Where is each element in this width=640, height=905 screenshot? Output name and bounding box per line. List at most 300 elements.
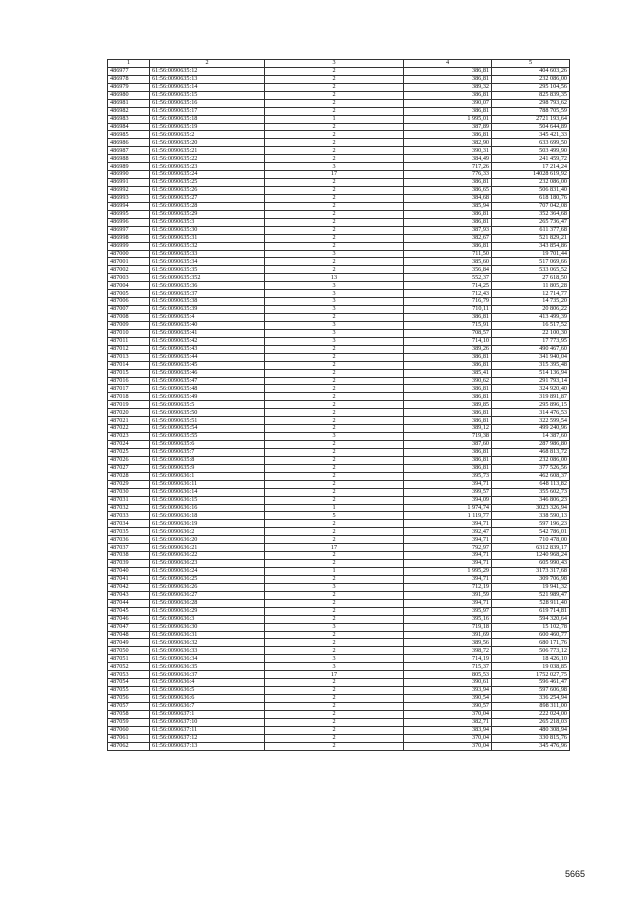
table-cell-col-2: 61:56:0090636:7 <box>150 702 265 710</box>
table-row <box>108 179 570 187</box>
table-cell-col-2: 61:56:0090635:7 <box>150 448 265 456</box>
table-cell-col-2: 61:56:0090635:24 <box>150 171 265 179</box>
table-cell-col-3: 2 <box>265 631 404 639</box>
table-cell-col-1: 487015 <box>108 369 150 377</box>
table-cell-col-2: 61:56:0090636:32 <box>150 639 265 647</box>
table-row <box>108 536 570 544</box>
table-cell-col-1: 487046 <box>108 615 150 623</box>
table-cell-col-1: 486977 <box>108 67 150 75</box>
table-cell-col-3: 3 <box>265 663 404 671</box>
table-cell-col-4: 395,97 <box>404 607 492 615</box>
table-row <box>108 250 570 258</box>
table-cell-col-3: 2 <box>265 687 404 695</box>
table-cell-col-5: 338 590,13 <box>492 512 570 520</box>
table-cell-col-4: 712,43 <box>404 290 492 298</box>
table-cell-col-4: 712,19 <box>404 583 492 591</box>
table-cell-col-1: 487007 <box>108 306 150 314</box>
table-cell-col-4: 386,81 <box>404 67 492 75</box>
table-cell-col-4: 387,89 <box>404 123 492 131</box>
table-row <box>108 377 570 385</box>
table-cell-col-3: 2 <box>265 480 404 488</box>
table-cell-col-5: 506 773,12 <box>492 647 570 655</box>
table-cell-col-4: 776,33 <box>404 171 492 179</box>
table-cell-col-5: 309 706,98 <box>492 575 570 583</box>
table-cell-col-3: 2 <box>265 91 404 99</box>
table-cell-col-1: 487032 <box>108 504 150 512</box>
table-cell-col-4: 386,81 <box>404 218 492 226</box>
table-cell-col-1: 486985 <box>108 131 150 139</box>
table-cell-col-1: 487002 <box>108 266 150 274</box>
table-cell-col-2: 61:56:0090636:1 <box>150 472 265 480</box>
table-cell-col-5: 18 426,10 <box>492 655 570 663</box>
table-cell-col-5: 324 920,40 <box>492 385 570 393</box>
table-cell-col-1: 487039 <box>108 560 150 568</box>
table-cell-col-1: 486986 <box>108 139 150 147</box>
table-cell-col-5: 19 038,85 <box>492 663 570 671</box>
table-cell-col-3: 2 <box>265 718 404 726</box>
table-cell-col-4: 1 974,74 <box>404 504 492 512</box>
table-cell-col-4: 399,57 <box>404 488 492 496</box>
table-row <box>108 425 570 433</box>
header-col-3: 3 <box>265 60 404 68</box>
table-row <box>108 742 570 750</box>
table-cell-col-1: 486983 <box>108 115 150 123</box>
table-cell-col-4: 387,60 <box>404 441 492 449</box>
table-cell-col-5: 517 069,66 <box>492 258 570 266</box>
table-cell-col-3: 2 <box>265 448 404 456</box>
table-cell-col-4: 390,57 <box>404 702 492 710</box>
table-row <box>108 663 570 671</box>
table-cell-col-4: 1 119,77 <box>404 512 492 520</box>
table-cell-col-1: 487049 <box>108 639 150 647</box>
table-cell-col-1: 487029 <box>108 480 150 488</box>
table-cell-col-5: 413 499,39 <box>492 314 570 322</box>
table-row <box>108 306 570 314</box>
table-cell-col-3: 2 <box>265 75 404 83</box>
table-cell-col-5: 6312 839,17 <box>492 544 570 552</box>
table-cell-col-5: 20 806,22 <box>492 306 570 314</box>
table-cell-col-1: 486981 <box>108 99 150 107</box>
table-cell-col-4: 356,84 <box>404 266 492 274</box>
table-cell-col-3: 3 <box>265 583 404 591</box>
table-cell-col-1: 487053 <box>108 671 150 679</box>
table-cell-col-1: 486982 <box>108 107 150 115</box>
table-cell-col-3: 3 <box>265 290 404 298</box>
table-row <box>108 75 570 83</box>
table-cell-col-2: 61:56:0090635:17 <box>150 107 265 115</box>
table-cell-col-4: 1 995,01 <box>404 115 492 123</box>
table-row <box>108 187 570 195</box>
header-col-4: 4 <box>404 60 492 68</box>
table-cell-col-3: 2 <box>265 615 404 623</box>
table-cell-col-3: 2 <box>265 67 404 75</box>
table-cell-col-5: 605 990,43 <box>492 560 570 568</box>
table-cell-col-1: 487011 <box>108 337 150 345</box>
table-cell-col-4: 394,71 <box>404 575 492 583</box>
table-cell-col-3: 2 <box>265 353 404 361</box>
table-row <box>108 472 570 480</box>
table-cell-col-3: 2 <box>265 647 404 655</box>
table-row <box>108 417 570 425</box>
table-cell-col-2: 61:56:0090635:47 <box>150 377 265 385</box>
table-cell-col-2: 61:56:0090635:12 <box>150 67 265 75</box>
table-cell-col-3: 2 <box>265 179 404 187</box>
table-row <box>108 393 570 401</box>
table-cell-col-1: 487012 <box>108 345 150 353</box>
table-cell-col-3: 2 <box>265 218 404 226</box>
table-cell-col-3: 2 <box>265 695 404 703</box>
table-cell-col-3: 3 <box>265 282 404 290</box>
table-cell-col-4: 719,38 <box>404 433 492 441</box>
table-cell-col-5: 265 736,47 <box>492 218 570 226</box>
table-cell-col-4: 386,81 <box>404 385 492 393</box>
table-cell-col-3: 2 <box>265 377 404 385</box>
table-cell-col-4: 382,90 <box>404 139 492 147</box>
table-cell-col-1: 487052 <box>108 663 150 671</box>
table-row <box>108 647 570 655</box>
table-cell-col-2: 61:56:0090636:27 <box>150 591 265 599</box>
table-cell-col-2: 61:56:0090635:9 <box>150 464 265 472</box>
table-cell-col-2: 61:56:0090636:37 <box>150 671 265 679</box>
table-cell-col-2: 61:56:0090635:30 <box>150 226 265 234</box>
table-row <box>108 139 570 147</box>
table-cell-col-5: 291 793,14 <box>492 377 570 385</box>
table-cell-col-5: 12 714,77 <box>492 290 570 298</box>
table-cell-col-3: 2 <box>265 202 404 210</box>
table-cell-col-2: 61:56:0090636:22 <box>150 552 265 560</box>
table-cell-col-3: 2 <box>265 496 404 504</box>
table-row <box>108 385 570 393</box>
table-cell-col-2: 61:56:0090636:30 <box>150 623 265 631</box>
table-row <box>108 274 570 282</box>
table-row <box>108 441 570 449</box>
table-cell-col-3: 17 <box>265 544 404 552</box>
table-cell-col-3: 2 <box>265 99 404 107</box>
data-table <box>107 59 570 751</box>
table-cell-col-5: 322 599,54 <box>492 417 570 425</box>
table-cell-col-4: 385,60 <box>404 258 492 266</box>
table-cell-col-2: 61:56:0090635:22 <box>150 155 265 163</box>
table-cell-col-4: 710,11 <box>404 306 492 314</box>
table-cell-col-5: 315 395,48 <box>492 361 570 369</box>
table-row <box>108 726 570 734</box>
table-cell-col-4: 792,97 <box>404 544 492 552</box>
table-cell-col-2: 61:56:0090635:32 <box>150 242 265 250</box>
table-row <box>108 520 570 528</box>
table-cell-col-3: 2 <box>265 607 404 615</box>
table-cell-col-2: 61:56:0090635:44 <box>150 353 265 361</box>
table-cell-col-4: 370,04 <box>404 710 492 718</box>
table-cell-col-1: 487017 <box>108 385 150 393</box>
table-cell-col-1: 486984 <box>108 123 150 131</box>
table-cell-col-1: 487019 <box>108 401 150 409</box>
table-cell-col-5: 503 499,90 <box>492 147 570 155</box>
table-row <box>108 560 570 568</box>
table-cell-col-1: 487060 <box>108 726 150 734</box>
table-cell-col-3: 2 <box>265 361 404 369</box>
table-cell-col-3: 3 <box>265 306 404 314</box>
table-cell-col-5: 499 240,96 <box>492 425 570 433</box>
table-cell-col-5: 14 387,60 <box>492 433 570 441</box>
table-row <box>108 83 570 91</box>
table-cell-col-1: 487008 <box>108 314 150 322</box>
table-cell-col-4: 708,57 <box>404 329 492 337</box>
table-cell-col-4: 386,81 <box>404 361 492 369</box>
table-row <box>108 67 570 75</box>
table-cell-col-2: 61:56:0090635:48 <box>150 385 265 393</box>
header-col-1: 1 <box>108 60 150 68</box>
table-cell-col-5: 680 171,76 <box>492 639 570 647</box>
table-cell-col-2: 61:56:0090637:1 <box>150 710 265 718</box>
table-cell-col-2: 61:56:0090635:34 <box>150 258 265 266</box>
table-cell-col-1: 487044 <box>108 599 150 607</box>
table-cell-col-3: 2 <box>265 528 404 536</box>
table-cell-col-3: 3 <box>265 655 404 663</box>
table-cell-col-1: 487010 <box>108 329 150 337</box>
table-cell-col-2: 61:56:0090635:35 <box>150 266 265 274</box>
table-cell-col-5: 619 714,81 <box>492 607 570 615</box>
table-row <box>108 710 570 718</box>
table-cell-col-4: 394,71 <box>404 552 492 560</box>
table-cell-col-3: 2 <box>265 591 404 599</box>
table-cell-col-4: 389,56 <box>404 639 492 647</box>
table-cell-col-5: 600 460,77 <box>492 631 570 639</box>
table-cell-col-3: 2 <box>265 520 404 528</box>
table-cell-col-4: 385,41 <box>404 369 492 377</box>
table-cell-col-1: 487041 <box>108 575 150 583</box>
table-cell-col-4: 398,72 <box>404 647 492 655</box>
table-row <box>108 512 570 520</box>
table-cell-col-2: 61:56:0090636:15 <box>150 496 265 504</box>
table-cell-col-2: 61:56:0090636:14 <box>150 488 265 496</box>
table-cell-col-5: 490 467,60 <box>492 345 570 353</box>
table-cell-col-3: 2 <box>265 441 404 449</box>
table-cell-col-1: 487058 <box>108 710 150 718</box>
table-row <box>108 353 570 361</box>
table-cell-col-5: 468 813,72 <box>492 448 570 456</box>
table-cell-col-5: 295 896,15 <box>492 401 570 409</box>
table-cell-col-4: 394,09 <box>404 496 492 504</box>
table-cell-col-2: 61:56:0090635:19 <box>150 123 265 131</box>
table-cell-col-5: 597 196,23 <box>492 520 570 528</box>
table-cell-col-4: 386,81 <box>404 75 492 83</box>
table-body <box>108 67 570 750</box>
table-row <box>108 210 570 218</box>
table-cell-col-1: 487036 <box>108 536 150 544</box>
table-cell-col-4: 395,73 <box>404 472 492 480</box>
table-cell-col-4: 386,81 <box>404 353 492 361</box>
table-cell-col-5: 241 459,72 <box>492 155 570 163</box>
table-cell-col-4: 387,93 <box>404 226 492 234</box>
table-cell-col-5: 336 254,94 <box>492 695 570 703</box>
table-cell-col-4: 386,81 <box>404 131 492 139</box>
table-cell-col-4: 386,65 <box>404 187 492 195</box>
table-row <box>108 321 570 329</box>
table-cell-col-2: 61:56:0090636:6 <box>150 695 265 703</box>
table-cell-col-1: 486997 <box>108 226 150 234</box>
table-cell-col-3: 2 <box>265 425 404 433</box>
table-cell-col-3: 2 <box>265 242 404 250</box>
table-row <box>108 575 570 583</box>
table-cell-col-1: 486988 <box>108 155 150 163</box>
table-cell-col-5: 341 940,04 <box>492 353 570 361</box>
table-row <box>108 464 570 472</box>
table-cell-col-2: 61:56:0090637:13 <box>150 742 265 750</box>
table-cell-col-3: 2 <box>265 147 404 155</box>
table-cell-col-3: 3 <box>265 329 404 337</box>
table-cell-col-4: 390,31 <box>404 147 492 155</box>
table-cell-col-5: 533 065,52 <box>492 266 570 274</box>
table-cell-col-4: 389,12 <box>404 425 492 433</box>
table-cell-col-1: 487004 <box>108 282 150 290</box>
table-row <box>108 147 570 155</box>
table-cell-col-2: 61:56:0090636:26 <box>150 583 265 591</box>
table-cell-col-2: 61:56:0090636:19 <box>150 520 265 528</box>
table-cell-col-3: 2 <box>265 409 404 417</box>
table-cell-col-1: 487009 <box>108 321 150 329</box>
table-cell-col-5: 825 839,35 <box>492 91 570 99</box>
table-cell-col-1: 487028 <box>108 472 150 480</box>
table-cell-col-5: 1240 968,24 <box>492 552 570 560</box>
table-cell-col-4: 716,79 <box>404 298 492 306</box>
table-cell-col-2: 61:56:0090635:40 <box>150 321 265 329</box>
table-cell-col-3: 2 <box>265 742 404 750</box>
table-cell-col-2: 61:56:0090635:15 <box>150 91 265 99</box>
table-cell-col-2: 61:56:0090635:352 <box>150 274 265 282</box>
table-cell-col-5: 319 891,87 <box>492 393 570 401</box>
table-cell-col-2: 61:56:0090635:55 <box>150 433 265 441</box>
table-cell-col-5: 480 308,94 <box>492 726 570 734</box>
table-cell-col-4: 386,81 <box>404 393 492 401</box>
table-cell-col-1: 487035 <box>108 528 150 536</box>
table-cell-col-4: 714,19 <box>404 655 492 663</box>
table-cell-col-3: 3 <box>265 321 404 329</box>
table-cell-col-3: 2 <box>265 210 404 218</box>
table-cell-col-5: 521 989,47 <box>492 591 570 599</box>
table-cell-col-2: 61:56:0090635:36 <box>150 282 265 290</box>
table-cell-col-3: 3 <box>265 623 404 631</box>
table-cell-col-1: 486991 <box>108 179 150 187</box>
table-cell-col-4: 385,94 <box>404 202 492 210</box>
table-row <box>108 115 570 123</box>
table-cell-col-2: 61:56:0090636:21 <box>150 544 265 552</box>
table-row <box>108 504 570 512</box>
table-cell-col-4: 715,37 <box>404 663 492 671</box>
table-cell-col-2: 61:56:0090635:46 <box>150 369 265 377</box>
table-cell-col-3: 2 <box>265 599 404 607</box>
table-cell-col-3: 2 <box>265 393 404 401</box>
table-cell-col-3: 2 <box>265 401 404 409</box>
table-cell-col-2: 61:56:0090635:38 <box>150 298 265 306</box>
table-cell-col-4: 389,32 <box>404 83 492 91</box>
table-cell-col-4: 370,04 <box>404 734 492 742</box>
table-cell-col-5: 314 476,53 <box>492 409 570 417</box>
table-cell-col-4: 390,61 <box>404 679 492 687</box>
table-row <box>108 91 570 99</box>
table-cell-col-1: 487026 <box>108 456 150 464</box>
table-cell-col-5: 462 608,37 <box>492 472 570 480</box>
table-cell-col-3: 2 <box>265 369 404 377</box>
table-cell-col-2: 61:56:0090635:6 <box>150 441 265 449</box>
table-cell-col-5: 17 773,95 <box>492 337 570 345</box>
table-cell-col-4: 391,59 <box>404 591 492 599</box>
table-cell-col-4: 805,53 <box>404 671 492 679</box>
table-cell-col-2: 61:56:0090636:5 <box>150 687 265 695</box>
table-cell-col-5: 3023 326,94 <box>492 504 570 512</box>
table-cell-col-2: 61:56:0090636:16 <box>150 504 265 512</box>
table-row <box>108 702 570 710</box>
table-cell-col-4: 386,81 <box>404 314 492 322</box>
table-row <box>108 131 570 139</box>
table-row <box>108 568 570 576</box>
table-row <box>108 655 570 663</box>
table-cell-col-4: 714,25 <box>404 282 492 290</box>
table-cell-col-1: 486996 <box>108 218 150 226</box>
table-cell-col-2: 61:56:0090635:29 <box>150 210 265 218</box>
table-cell-col-3: 1 <box>265 115 404 123</box>
table-cell-col-3: 2 <box>265 155 404 163</box>
table-cell-col-1: 487048 <box>108 631 150 639</box>
table-row <box>108 639 570 647</box>
table-row <box>108 361 570 369</box>
table-cell-col-1: 486995 <box>108 210 150 218</box>
table-row <box>108 623 570 631</box>
table-cell-col-5: 352 364,68 <box>492 210 570 218</box>
table-row <box>108 480 570 488</box>
table-cell-col-2: 61:56:0090636:29 <box>150 607 265 615</box>
table-cell-col-1: 486993 <box>108 194 150 202</box>
table-cell-col-1: 487050 <box>108 647 150 655</box>
table-cell-col-5: 506 831,40 <box>492 187 570 195</box>
table-cell-col-1: 487016 <box>108 377 150 385</box>
table-cell-col-4: 386,81 <box>404 456 492 464</box>
table-cell-col-2: 61:56:0090635:27 <box>150 194 265 202</box>
table-cell-col-2: 61:56:0090635:31 <box>150 234 265 242</box>
table-row <box>108 544 570 552</box>
table-cell-col-4: 390,54 <box>404 695 492 703</box>
table-cell-col-5: 295 104,56 <box>492 83 570 91</box>
table-cell-col-2: 61:56:0090636:23 <box>150 560 265 568</box>
table-cell-col-1: 487047 <box>108 623 150 631</box>
table-cell-col-1: 487042 <box>108 583 150 591</box>
table-cell-col-2: 61:56:0090635:41 <box>150 329 265 337</box>
table-cell-col-2: 61:56:0090635:16 <box>150 99 265 107</box>
table-cell-col-1: 487062 <box>108 742 150 750</box>
table-cell-col-5: 542 786,01 <box>492 528 570 536</box>
table-cell-col-3: 3 <box>265 298 404 306</box>
table-row <box>108 552 570 560</box>
table-cell-col-4: 391,69 <box>404 631 492 639</box>
table-row <box>108 234 570 242</box>
table-cell-col-1: 487057 <box>108 702 150 710</box>
table-cell-col-3: 2 <box>265 464 404 472</box>
table-cell-col-5: 597 606,98 <box>492 687 570 695</box>
table-cell-col-3: 2 <box>265 456 404 464</box>
table-cell-col-1: 487001 <box>108 258 150 266</box>
table-cell-col-5: 17 214,24 <box>492 163 570 171</box>
table-cell-col-2: 61:56:0090636:28 <box>150 599 265 607</box>
table-cell-col-3: 2 <box>265 488 404 496</box>
table-cell-col-2: 61:56:0090635:49 <box>150 393 265 401</box>
table-cell-col-2: 61:56:0090635:18 <box>150 115 265 123</box>
table-cell-col-4: 395,16 <box>404 615 492 623</box>
table-cell-col-3: 2 <box>265 123 404 131</box>
header-row <box>108 60 570 68</box>
table-cell-col-5: 27 618,50 <box>492 274 570 282</box>
table-cell-col-2: 61:56:0090635:8 <box>150 456 265 464</box>
table-row <box>108 607 570 615</box>
table-row <box>108 345 570 353</box>
